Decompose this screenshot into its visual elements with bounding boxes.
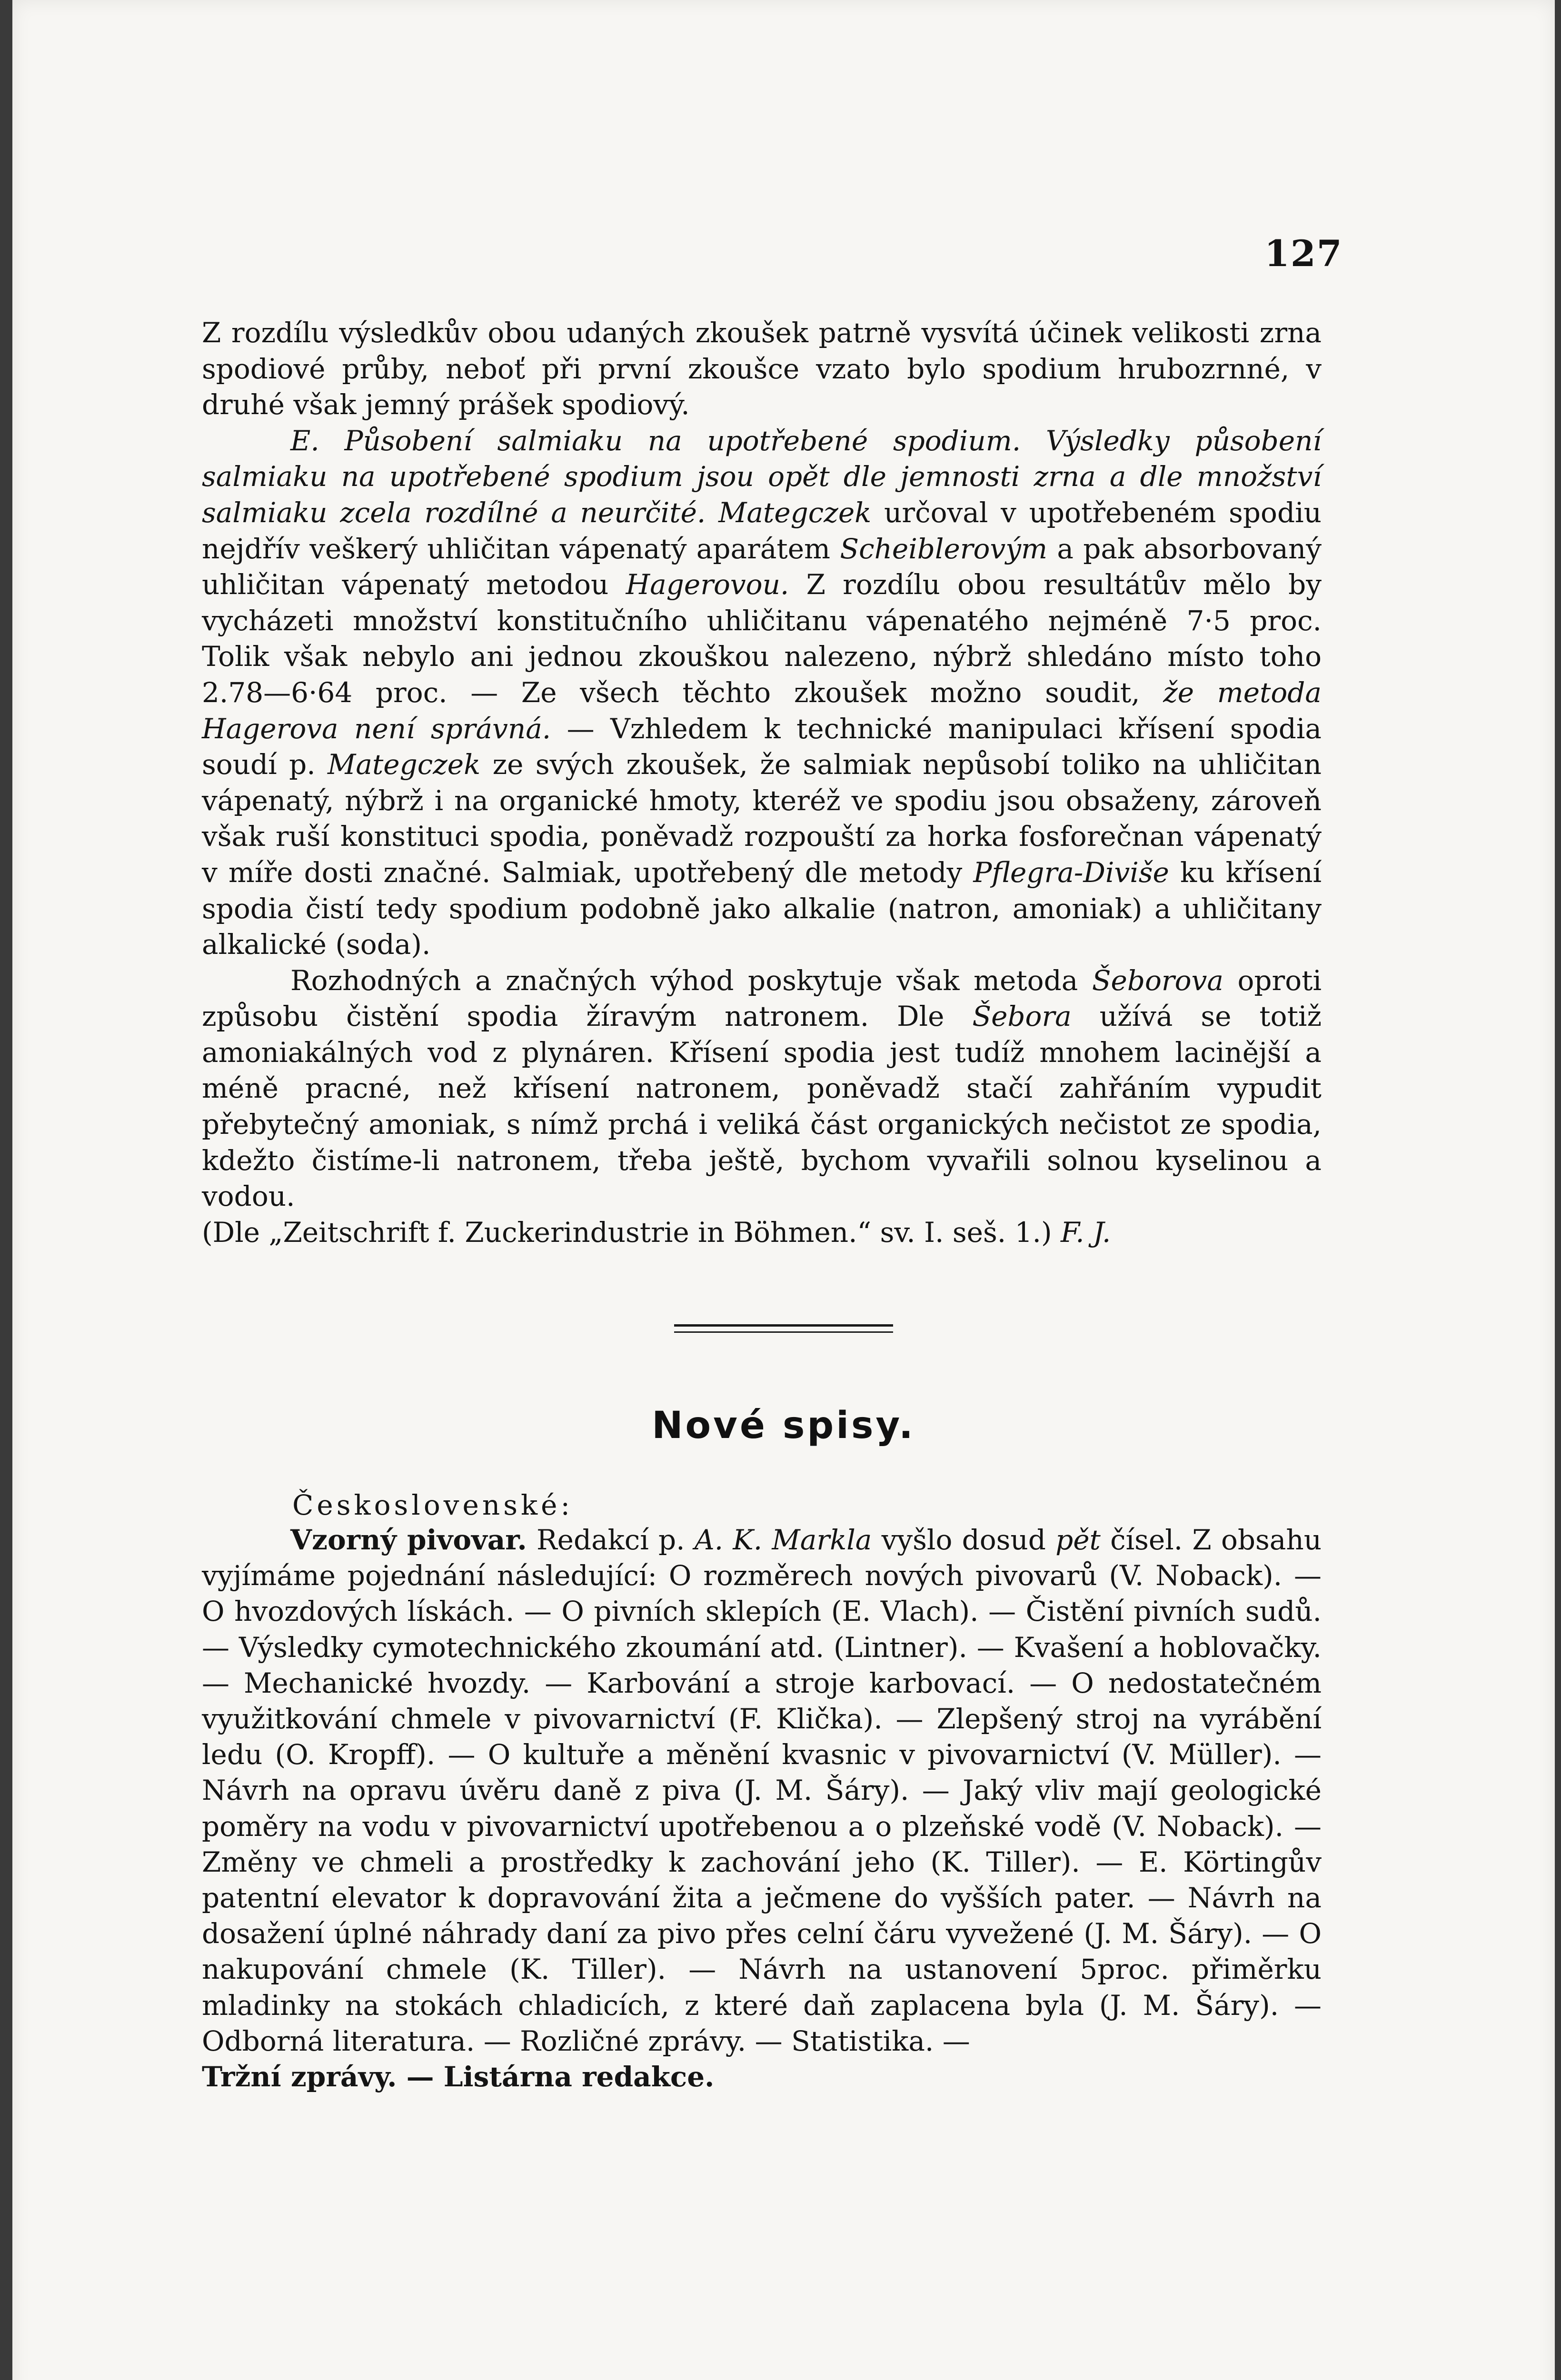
text-fragment: užívá se totiž amoniakálných vod z plynáren. Křísení spodia jest tudíž mnohem lacinější a méně pracné, než křísení natronem, poněvadž stačí zahřáním vypudit přebytečný amoniak, s nímž prchá i veliká část organických nečistot ze spodia, kdežto čistíme-li natronem, třeba ještě, bychom vyvařili solnou kyselinou a vodou. <box>202 1000 1322 1213</box>
article-body <box>202 315 1322 1250</box>
page-number: 127 <box>1264 232 1343 275</box>
editor-name: A. K. Markla <box>694 1524 872 1556</box>
publication-entry <box>202 1522 1322 2059</box>
author-name: Šeborova <box>1092 964 1223 997</box>
text-fragment: Rozhodných a značných výhod poskytuje však metoda <box>290 964 1078 997</box>
issue-count: pět <box>1055 1524 1101 1556</box>
author-name: Mategczek <box>718 496 872 529</box>
method-name: Scheiblerovým <box>840 532 1047 565</box>
section-e-heading: E. Působení salmiaku na upotřebené spodium. <box>290 424 1021 457</box>
publication-listing <box>202 1522 1322 2095</box>
method-name: Hagerovou. <box>626 568 789 601</box>
paragraph-sebor-method <box>202 963 1322 1215</box>
method-name: Pflegra-Diviše <box>973 856 1169 889</box>
contents-list: čísel. Z obsahu vyjímáme pojednání následující: O rozměrech nových pivovarů (V. Noback). — O hvozdových lískách. — O pivních sklepích (E. Vlach). — Čistění pivních sudů. — Výsledky cymotechnického zkoumání atd. (Lintner). — Kvašení a hoblovačky. — Mechanické hvozdy. — Karbování a stroje karbovací. — O nedostatečném využitkování chmele v pivovarnictví (F. Klička). — Zlepšený stroj na vyrábění ledu (O. Kropff). — O kultuře a měnění kvasnic v pivovarnictví (V. Müller). — Návrh na opravu úvěru daně z piva (J. M. Šáry). — Jaký vliv mají geologické poměry na vodu v pivovarnictví upotřebenou a o plzeňské vodě (V. Noback). — Změny ve chmeli a prostředky k zachování jeho (K. Tiller). — E. Körtingův patentní elevator k dopravování žita a ječmene do vyšších pater. — Návrh na dosažení úplné náhrady daní za pivo přes celní čáru vyvežené (J. M. Šáry). — O nakupování chmele (K. Tiller). — Návrh na ustanovení 5proc. přiměrku mladinky na stokách chladicích, z které daň zaplacena byla (J. M. Šáry). — Odborná literatura. — Rozličné zprávy. — Statistika. — <box>202 1524 1322 2057</box>
text-fragment: ze svých zkoušek, že salmiak nepůsobí toliko na uhličitan vápenatý, nýbrž i na organické hmoty, kteréž ve spodiu jsou obsaženy, zároveň však ruší konstituci spodia, poněvadž rozpouští za horka fosforečnan vápenatý v míře dosti značné. Salmiak, upotřebený dle metody <box>202 748 1322 889</box>
section-e-summary: Výsledky působení salmiaku na upotřebené spodium jsou opět dle jemnosti zrna a dle množství salmiaku zcela rozdílné a neurčité. <box>202 424 1322 529</box>
subsection-heading: Československé: <box>292 1489 573 1521</box>
author-name: Mategczek <box>328 748 481 781</box>
section-divider <box>674 1324 893 1333</box>
text-fragment: — Vzhledem k technické manipulaci křísení spodia soudí p. <box>202 712 1322 781</box>
text-fragment: určoval v upotřebeném spodiu nejdřív veškerý uhličitan vápenatý aparátem <box>202 496 1322 565</box>
book-page <box>12 0 1555 2380</box>
signature: F. J. <box>1061 1216 1111 1249</box>
conclusion-italic: že metoda Hagerova není správná. <box>202 676 1322 745</box>
contents-list-end: Tržní zprávy. — Listárna redakce. <box>202 2061 715 2093</box>
publication-title: Vzorný pivovar. <box>290 1524 527 1556</box>
text-fragment: oproti způsobu čistění spodia žíravým natronem. Dle <box>202 964 1322 1033</box>
source-citation <box>202 1215 1322 1251</box>
text-fragment: Redakcí p. <box>536 1524 685 1556</box>
paragraph-grain-size: Z rozdílu výsledkův obou udaných zkoušek patrně vysvítá účinek velikosti zrna spodiové průby, neboť při první zkoušce vzato bylo spodium hrubozrnné, v druhé však jemný prášek spodiový. <box>202 317 1322 421</box>
section-e-paragraph <box>202 423 1322 963</box>
author-name: Šebora <box>972 1000 1072 1033</box>
citation-text: (Dle „Zeitschrift f. Zuckerindustrie in Böhmen.“ sv. I. seš. 1.) <box>202 1216 1052 1249</box>
text-fragment: Z rozdílu obou resultátův mělo by vycházeti množství konstitučního uhličitanu vápenatého nejméně 7·5 proc. Tolik však nebylo ani jednou zkouškou nalezeno, nýbrž shledáno místo toho 2.78—6·64 proc. — Ze všech těchto zkoušek možno soudit, <box>202 568 1322 709</box>
text-fragment: a pak absorbovaný uhličitan vápenatý metodou <box>202 532 1322 601</box>
section-heading: Nové spisy. <box>652 1404 915 1447</box>
text-fragment: ku křísení spodia čistí tedy spodium podobně jako alkalie (natron, amoniak) a uhličitany alkalické (soda). <box>202 856 1322 961</box>
text-fragment: vyšlo dosud <box>881 1524 1046 1556</box>
